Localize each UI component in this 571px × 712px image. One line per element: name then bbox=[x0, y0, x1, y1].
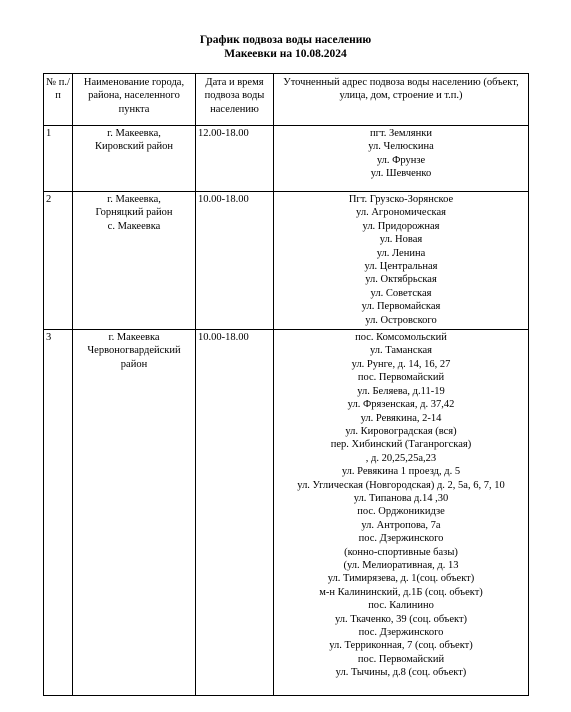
address-line: пер. Хибинский (Таганрогская) bbox=[330, 439, 472, 451]
row-number: 1 bbox=[44, 126, 73, 192]
address-line: ул. Придорожная bbox=[362, 220, 440, 232]
address-line: ул. Ревякина 1 проезд, д. 5 bbox=[341, 466, 461, 478]
address-line: пос. Первомайский bbox=[357, 653, 445, 665]
address-line: пос. Первомайский bbox=[357, 372, 445, 384]
address-line: ул. Шевченко bbox=[370, 168, 432, 180]
address-line: ул. Типанова д.14 ,30 bbox=[353, 492, 449, 504]
address-line: ул. Новая bbox=[379, 234, 423, 246]
locality-line: г. Макеевка, bbox=[107, 128, 161, 139]
address-line: ул. Центральная bbox=[364, 261, 438, 273]
address-line: пгт. Землянки bbox=[370, 128, 432, 139]
address-line: ул. Фрунзе bbox=[376, 154, 426, 166]
address-line: ул. Тычины, д.8 (соц. объект) bbox=[335, 667, 467, 679]
water-schedule-table bbox=[43, 73, 529, 696]
address-line: пос. Орджоникидзе bbox=[357, 506, 445, 518]
table-row bbox=[44, 330, 529, 696]
address-line: ул. Фрязенская, д. 37,42 bbox=[347, 399, 455, 411]
table-header-row bbox=[44, 74, 529, 126]
address-line: ул. Рунге, д. 14, 16, 27 bbox=[351, 358, 451, 370]
address-line: пос. Дзержинского bbox=[358, 533, 444, 545]
row-locality bbox=[73, 192, 196, 330]
row-time: 12.00-18.00 bbox=[196, 126, 274, 192]
address-line: (конно-спортивные базы) bbox=[344, 546, 458, 558]
address-line: ул. Терриконная, 7 (соц. объект) bbox=[329, 640, 473, 652]
address-line: ул. Островского bbox=[365, 314, 437, 326]
header-address: Уточненный адрес подвоза воды населению (объект, улица, дом, строение и т.п.) bbox=[274, 74, 529, 126]
row-number: 3 bbox=[44, 330, 73, 696]
header-datetime: Дата и время подвоза воды населению bbox=[196, 74, 274, 126]
row-time: 10.00-18.00 bbox=[196, 330, 274, 696]
address-line: ул. Углическая (Новгородская) д. 2, 5а, 6, 7, 10 bbox=[297, 479, 505, 491]
row-addresses bbox=[274, 192, 529, 330]
address-line: ул. Беляева, д.11-19 bbox=[357, 385, 445, 397]
address-line: ул. Тимирязева, д. 1(соц. объект) bbox=[327, 573, 475, 585]
address-line: ул. Таманская bbox=[369, 345, 433, 357]
header-num: № п./п bbox=[44, 74, 73, 126]
locality-line: г. Макеевка bbox=[108, 332, 160, 344]
locality-line: Червоногвардейский bbox=[87, 345, 181, 357]
address-line: пос. Калинино bbox=[368, 600, 434, 612]
row-number: 2 bbox=[44, 192, 73, 330]
address-line: ул. Ревякина, 2-14 bbox=[360, 412, 442, 424]
document-title: График подвоза воды населению bbox=[199, 34, 372, 46]
address-line: , д. 20,25,25а,23 bbox=[365, 452, 437, 464]
table-row bbox=[44, 126, 529, 192]
address-line: ул. Ленина bbox=[376, 247, 426, 259]
address-line: Пгт. Грузско-Зорянское bbox=[348, 194, 454, 205]
locality-line: Кировский район bbox=[94, 141, 174, 153]
row-addresses bbox=[274, 330, 529, 696]
locality-line: г. Макеевка, bbox=[107, 194, 161, 205]
address-line: ул. Челюскина bbox=[368, 141, 434, 153]
row-time: 10.00-18.00 bbox=[196, 192, 274, 330]
address-line: ул. Антропова, 7а bbox=[361, 519, 441, 531]
header-locality: Наименование города, района, населенного пункта bbox=[73, 74, 196, 126]
address-line: ул. Первомайская bbox=[361, 301, 441, 313]
address-line: (ул. Мелиоративная, д. 13 bbox=[343, 559, 459, 571]
locality-line: с. Макеевка bbox=[107, 220, 161, 232]
row-locality bbox=[73, 330, 196, 696]
address-line: ул. Советская bbox=[370, 287, 432, 299]
locality-line: Горняцкий район bbox=[95, 207, 173, 219]
row-addresses bbox=[274, 126, 529, 192]
address-line: ул. Кировоградская (вся) bbox=[345, 425, 457, 437]
document-subtitle: Макеевки на 10.08.2024 bbox=[224, 48, 347, 60]
address-line: ул. Агрономическая bbox=[356, 207, 446, 219]
address-line: пос. Дзержинского bbox=[358, 627, 444, 638]
locality-line: район bbox=[120, 358, 148, 370]
address-line: ул. Ткаченко, 39 (соц. объект) bbox=[334, 613, 468, 625]
table-row bbox=[44, 192, 529, 330]
address-line: пос. Комсомольский bbox=[355, 332, 447, 344]
address-line: ул. Октябрьская bbox=[365, 274, 437, 286]
address-line: м-н Калининский, д.1Б (соц. объект) bbox=[319, 586, 483, 598]
row-locality bbox=[73, 126, 196, 192]
